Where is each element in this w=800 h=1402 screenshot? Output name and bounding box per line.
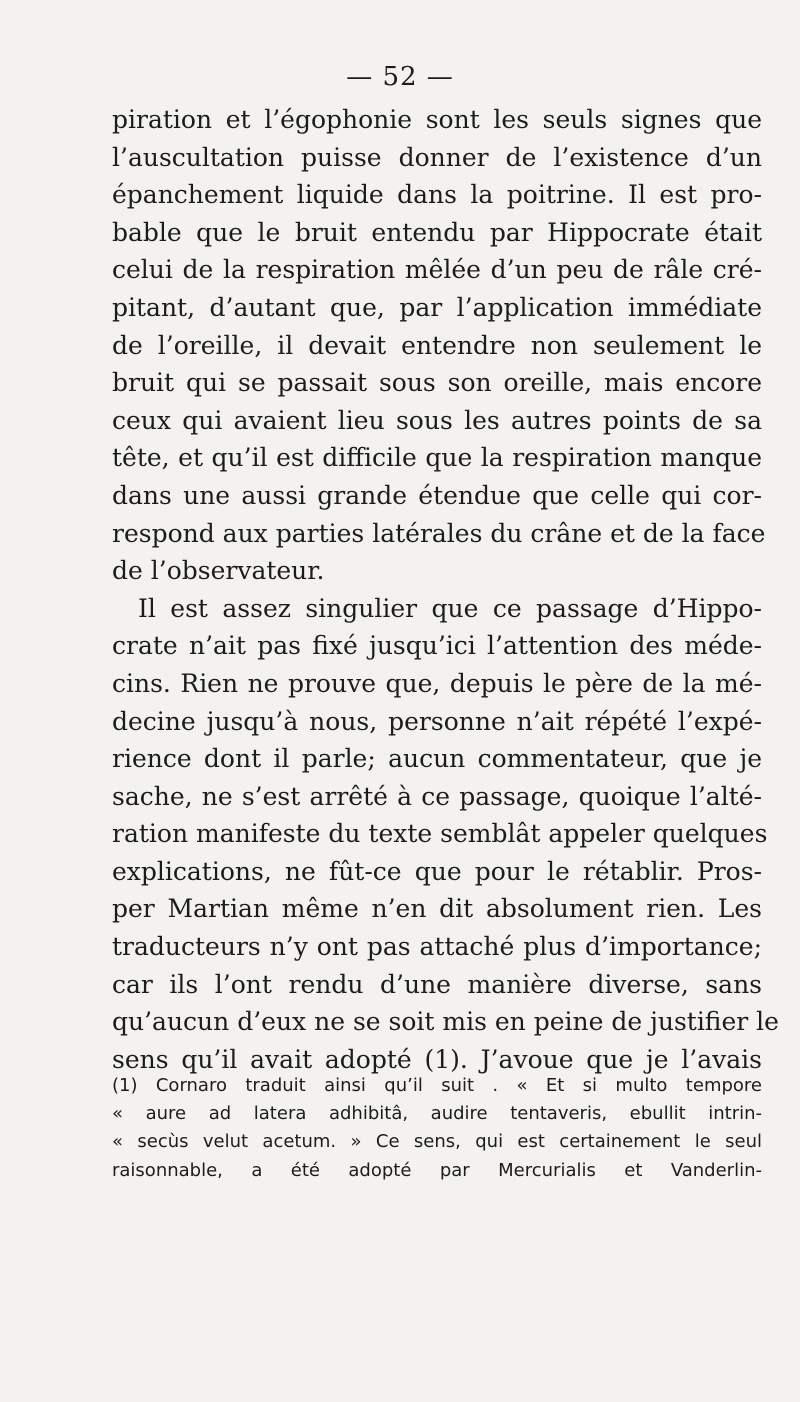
- body-line: decine jusqu’à nous, personne n’ait répété l’expé-: [112, 706, 762, 736]
- body-line: dans une aussi grande étendue que celle qui cor-: [112, 480, 762, 510]
- footnote-line: « aure ad latera adhibitâ, audire tentaveris, ebullit intrin-: [112, 1103, 762, 1125]
- footnote-line: « secùs velut acetum. » Ce sens, qui est certainement le seul: [112, 1131, 762, 1153]
- body-line: bruit qui se passait sous son oreille, mais encore: [112, 368, 762, 398]
- body-line: explications, ne fût-ce que pour le rétablir. Pros-: [112, 856, 762, 886]
- body-line: l’auscultation puisse donner de l’existence d’un: [112, 142, 762, 172]
- body-line: de l’observateur.: [112, 556, 325, 586]
- body-text: [112, 101, 779, 1078]
- body-line: piration et l’égophonie sont les seuls signes que: [112, 105, 762, 134]
- footnote-line: (1) Cornaro traduit ainsi qu’il suit . « Et si multo tempore: [112, 1075, 762, 1096]
- body-line: sache, ne s’est arrêté à ce passage, quoique l’alté-: [112, 781, 762, 811]
- body-line: tête, et qu’il est difficile que la respiration manque: [112, 443, 762, 473]
- body-line: pitant, d’autant que, par l’application immédiate: [112, 292, 762, 322]
- body-line: traducteurs n’y ont pas attaché plus d’importance;: [112, 932, 762, 962]
- body-line: car ils l’ont rendu d’une manière diverse, sans: [112, 969, 762, 999]
- body-line: crate n’ait pas fixé jusqu’ici l’attention des méde-: [112, 631, 762, 661]
- body-line: épanchement liquide dans la poitrine. Il est pro-: [112, 180, 762, 210]
- page-number: — 52 —: [346, 62, 454, 92]
- body-line: sens qu’il avait adopté (1). J’avoue que je l’avais: [112, 1044, 762, 1074]
- body-line: qu’aucun d’eux ne se soit mis en peine de justifier le: [112, 1007, 779, 1037]
- body-line: per Martian même n’en dit absolument rien. Les: [112, 894, 762, 924]
- footnote-line: raisonnable, a été adopté par Mercurialis et Vanderlin-: [112, 1159, 762, 1181]
- body-line: rience dont il parle; aucun commentateur, que je: [112, 744, 762, 774]
- body-line: de l’oreille, il devait entendre non seulement le: [112, 330, 762, 360]
- body-line: Il est assez singulier que ce passage d’Hippo-: [138, 593, 762, 623]
- body-line: cins. Rien ne prouve que, depuis le père de la mé-: [112, 668, 762, 698]
- body-line: ceux qui avaient lieu sous les autres points de sa: [112, 405, 762, 435]
- body-line: celui de la respiration mêlée d’un peu de râle cré-: [112, 255, 762, 285]
- body-line: respond aux parties latérales du crâne et de la face: [112, 518, 766, 548]
- footnote: [112, 1072, 762, 1185]
- body-line: bable que le bruit entendu par Hippocrate était: [112, 217, 762, 247]
- body-line: ration manifeste du texte semblât appeler quelques: [112, 819, 768, 849]
